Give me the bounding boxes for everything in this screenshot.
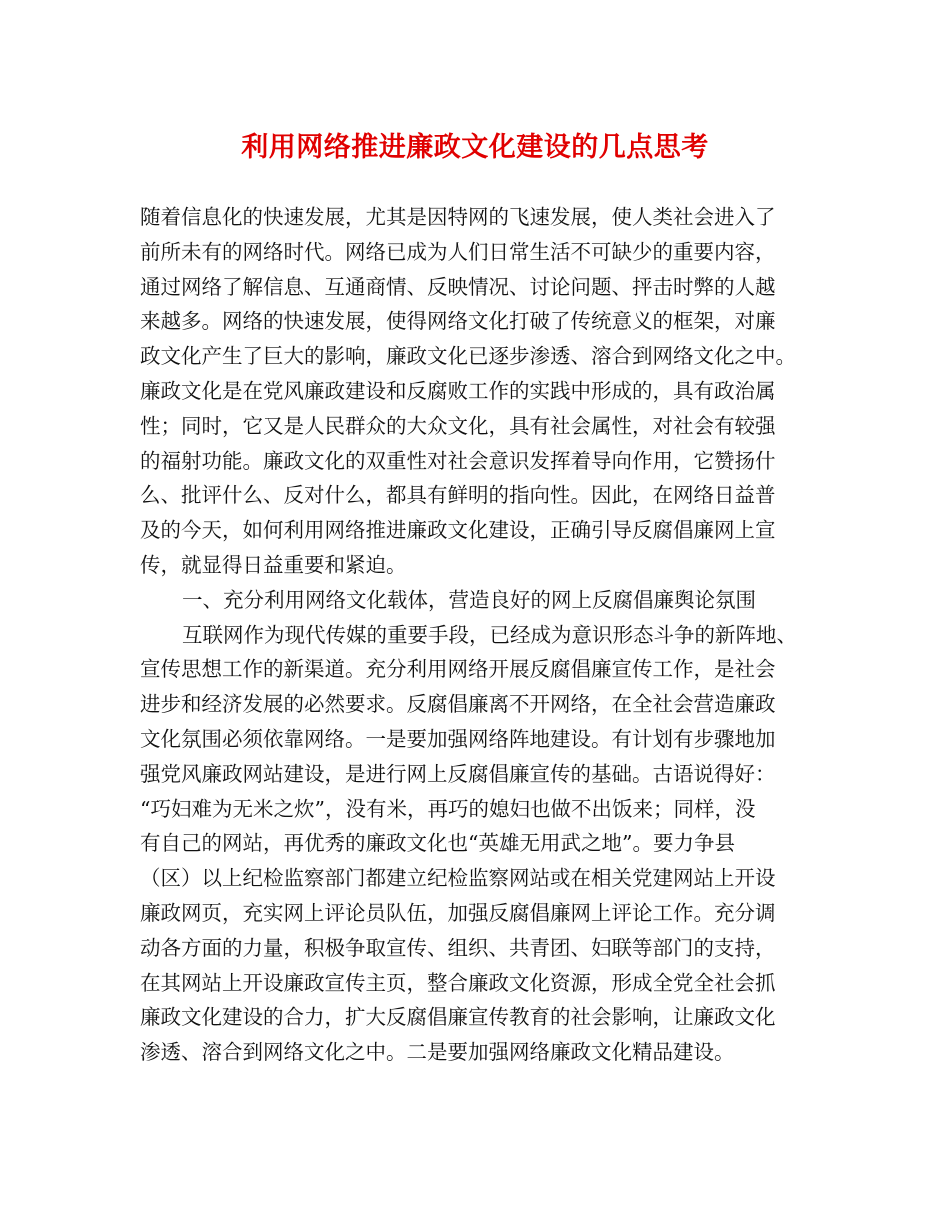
paragraph — [140, 618, 830, 1070]
text-line: “巧妇难为无米之炊”，没有米，再巧的媳妇也做不出饭来；同样，没 — [140, 796, 756, 821]
text-line: 及的今天，如何利用网络推进廉政文化建设，正确引导反腐倡廉网上宣 — [140, 518, 776, 543]
document-title: 利用网络推进廉政文化建设的几点思考 — [241, 132, 709, 163]
text-line: 传，就显得日益重要和紧迫。 — [140, 552, 407, 577]
text-line: 宣传思想工作的新渠道。充分利用网络开展反腐倡廉宣传工作，是社会 — [140, 657, 776, 682]
text-line: 在其网站上开设廉政宣传主页，整合廉政文化资源，形成全党全社会抓 — [140, 970, 776, 995]
text-line: 廉政文化建设的合力，扩大反腐倡廉宣传教育的社会影响，让廉政文化 — [140, 1005, 776, 1030]
text-line: 来越多。网络的快速发展，使得网络文化打破了传统意义的框架，对廉 — [140, 309, 776, 334]
text-line: 一、充分利用网络文化载体，营造良好的网上反腐倡廉舆论氛围 — [182, 587, 756, 612]
text-line: 前所未有的网络时代。网络已成为人们日常生活不可缺少的重要内容， — [140, 239, 776, 264]
text-line: 进步和经济发展的必然要求。反腐倡廉离不开网络，在全社会营造廉政 — [140, 692, 776, 717]
text-line: 有自己的网站，再优秀的廉政文化也“英雄无用武之地”。要力争县 — [140, 831, 735, 856]
text-line: 通过网络了解信息、互通商情、反映情况、讨论问题、抨击时弊的人越 — [140, 274, 776, 299]
text-line: 政文化产生了巨大的影响，廉政文化已逐步渗透、溶合到网络文化之中。 — [140, 344, 796, 369]
text-line: （区）以上纪检监察部门都建立纪检监察网站或在相关党建网站上开设 — [140, 866, 776, 891]
text-line: 渗透、溶合到网络文化之中。二是要加强网络廉政文化精品建设。 — [140, 1040, 735, 1065]
document-body — [140, 200, 830, 1070]
text-line: 的福射功能。廉政文化的双重性对社会意识发挥着导向作用，它赞扬什 — [140, 448, 776, 473]
text-line: 强党风廉政网站建设，是进行网上反腐倡廉宣传的基础。古语说得好： — [140, 761, 776, 786]
text-line: 么、批评什么、反对什么，都具有鲜明的指向性。因此，在网络日益普 — [140, 483, 776, 508]
paragraph — [140, 200, 830, 583]
paragraph — [140, 583, 830, 618]
text-line: 文化氛围必须依靠网络。一是要加强网络阵地建设。有计划有步骤地加 — [140, 726, 776, 751]
text-line: 廉政文化是在党风廉政建设和反腐败工作的实践中形成的，具有政治属 — [140, 378, 776, 403]
text-line: 互联网作为现代传媒的重要手段，已经成为意识形态斗争的新阵地、 — [182, 622, 797, 647]
text-line: 随着信息化的快速发展，尤其是因特网的飞速发展，使人类社会进入了 — [140, 205, 776, 229]
text-line: 动各方面的力量，积极争取宣传、组织、共青团、妇联等部门的支持， — [140, 935, 776, 960]
text-line: 廉政网页，充实网上评论员队伍，加强反腐倡廉网上评论工作。充分调 — [140, 900, 776, 925]
text-line: 性；同时，它又是人民群众的大众文化，具有社会属性，对社会有较强 — [140, 413, 776, 438]
